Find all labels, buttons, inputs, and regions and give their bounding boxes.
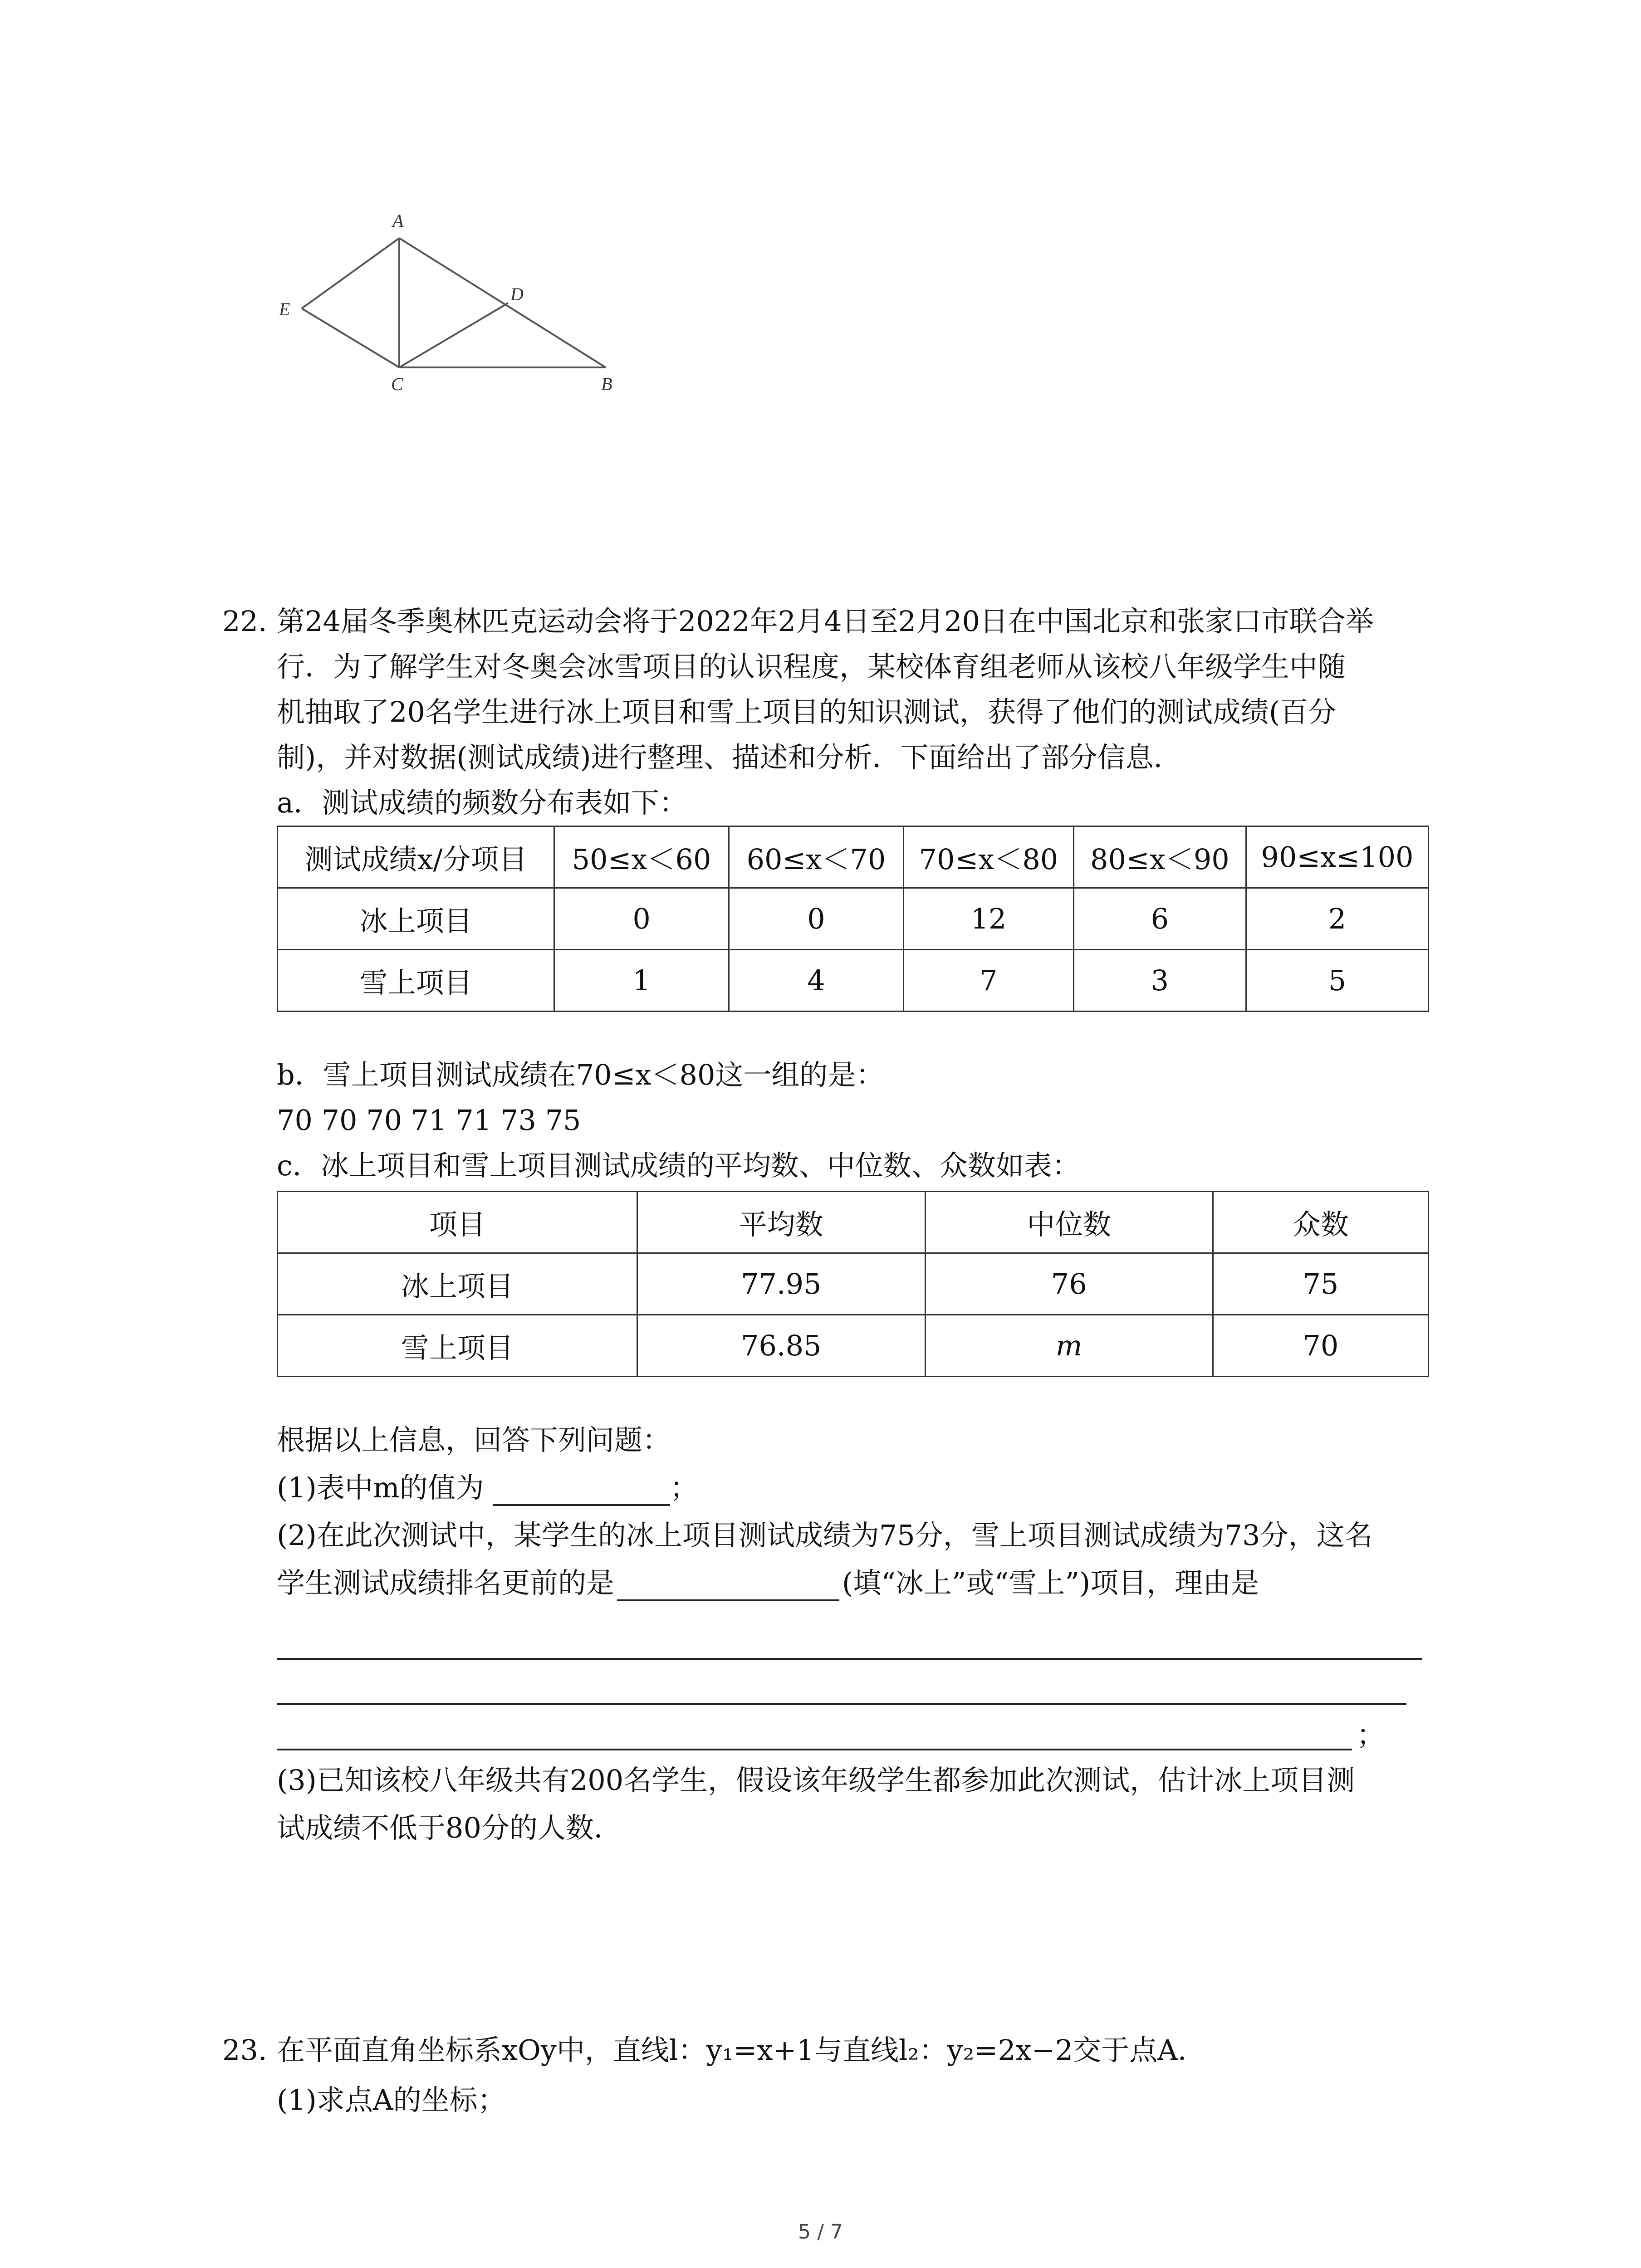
table-cell: 雪上项目 — [278, 1315, 637, 1377]
table-cell: 60≤x＜70 — [729, 826, 904, 888]
segment-ec — [302, 308, 399, 367]
table-row — [278, 1315, 1429, 1377]
label-a: A — [392, 210, 404, 231]
q22-part-2-end: ； — [1357, 1718, 1385, 1751]
answer-line-reason-3[interactable] — [277, 1749, 1352, 1750]
table-cell: 项目 — [278, 1192, 637, 1253]
segment-ab — [399, 238, 606, 367]
label-d: D — [510, 284, 524, 304]
q22-intro-line-4: 制)，并对数据(测试成绩)进行整理、描述和分析．下面给出了部分信息． — [277, 741, 1182, 774]
table-cell: 76 — [925, 1253, 1213, 1315]
q22-b-label: b．雪上项目测试成绩在70≤x＜80这一组的是： — [277, 1058, 884, 1091]
table-cell: 75 — [1213, 1253, 1428, 1315]
q22-intro-line-2: 行．为了解学生对冬奥会冰雪项目的认识程度，某校体育组老师从该校八年级学生中随 — [277, 650, 1346, 683]
q22-part-2-line-2 — [277, 1565, 1259, 1601]
answer-line-reason-1[interactable] — [277, 1658, 1422, 1660]
table-cell: 70≤x＜80 — [903, 826, 1073, 888]
q22-a-label: a．测试成绩的频数分布表如下： — [277, 786, 687, 819]
table-row — [278, 1192, 1429, 1253]
q22-part-1-text: (1)表中m的值为 — [277, 1471, 484, 1504]
q22-intro-line-1: 第24届冬季奥林匹克运动会将于2022年2月4日至2月20日在中国北京和张家口市联合举 — [277, 605, 1374, 638]
label-e: E — [279, 299, 290, 319]
q22-part-2-text: 学生测试成绩排名更前的是 — [277, 1566, 615, 1599]
table-cell: 90≤x≤100 — [1246, 826, 1428, 888]
table-row — [278, 826, 1429, 888]
q22-intro-line-3: 机抽取了20名学生进行冰上项目和雪上项目的知识测试，获得了他们的测试成绩(百分 — [277, 695, 1337, 728]
table-cell: 6 — [1073, 888, 1246, 950]
table-cell: 测试成绩x/分项目 — [278, 826, 554, 888]
table-cell: 12 — [903, 888, 1073, 950]
page-number: 5 / 7 — [798, 2220, 843, 2244]
q22-prompt: 根据以上信息，回答下列问题： — [277, 1423, 671, 1457]
table-cell: 77.95 — [637, 1253, 925, 1315]
table-row — [278, 1253, 1429, 1315]
table-row — [278, 888, 1429, 950]
label-c: C — [391, 374, 403, 394]
label-b: B — [601, 374, 612, 394]
q23-part-1: (1)求点A的坐标； — [277, 2083, 506, 2116]
q22-part-1 — [277, 1470, 698, 1506]
q22-part-3-line-1: (3)已知该校八年级共有200名学生，假设该年级学生都参加此次测试，估计冰上项目测 — [277, 1764, 1355, 1797]
table-cell: 冰上项目 — [278, 1253, 637, 1315]
q22-number: 22. — [222, 605, 267, 638]
table-cell: 7 — [903, 950, 1073, 1012]
q22-c-label: c．冰上项目和雪上项目测试成绩的平均数、中位数、众数如表： — [277, 1149, 1080, 1182]
answer-line-reason-2[interactable] — [277, 1703, 1406, 1705]
table-cell: 众数 — [1213, 1192, 1428, 1253]
table-cell: 冰上项目 — [278, 888, 554, 950]
answer-blank-project[interactable] — [617, 1572, 839, 1601]
table-cell: 1 — [554, 950, 729, 1012]
q22-b-values: 70 70 70 71 71 73 75 — [277, 1104, 581, 1137]
table-cell: 中位数 — [925, 1192, 1213, 1253]
frequency-table — [277, 826, 1429, 1012]
statistics-table — [277, 1191, 1429, 1377]
table-cell: 3 — [1073, 950, 1246, 1012]
table-cell: 50≤x＜60 — [554, 826, 729, 888]
table-cell: 2 — [1246, 888, 1428, 950]
answer-blank-m[interactable] — [493, 1477, 670, 1506]
table-cell: 80≤x＜90 — [1073, 826, 1246, 888]
table-cell: 0 — [729, 888, 904, 950]
table-cell: 4 — [729, 950, 904, 1012]
table-cell: 0 — [554, 888, 729, 950]
geometry-figure — [254, 200, 644, 408]
q22-part-2-tail: (填“冰上”或“雪上”)项目，理由是 — [842, 1566, 1259, 1599]
table-cell: 70 — [1213, 1315, 1428, 1377]
table-cell: m — [925, 1315, 1213, 1377]
segment-ea — [302, 238, 399, 308]
q23-line-1: 在平面直角坐标系xOy中，直线l：y₁=x+1与直线l₂：y₂=2x−2交于点A． — [277, 2033, 1206, 2067]
q22-part-3-line-2: 试成绩不低于80分的人数． — [277, 1811, 622, 1844]
segment-cd — [399, 303, 508, 367]
table-cell: 5 — [1246, 950, 1428, 1012]
table-cell: 平均数 — [637, 1192, 925, 1253]
q23-number: 23. — [222, 2033, 267, 2067]
q22-part-2-line-1: (2)在此次测试中，某学生的冰上项目测试成绩为75分，雪上项目测试成绩为73分，这名 — [277, 1519, 1373, 1552]
table-cell: 雪上项目 — [278, 950, 554, 1012]
q22-part-1-end: ； — [670, 1471, 698, 1504]
table-cell: 76.85 — [637, 1315, 925, 1377]
table-row — [278, 950, 1429, 1012]
